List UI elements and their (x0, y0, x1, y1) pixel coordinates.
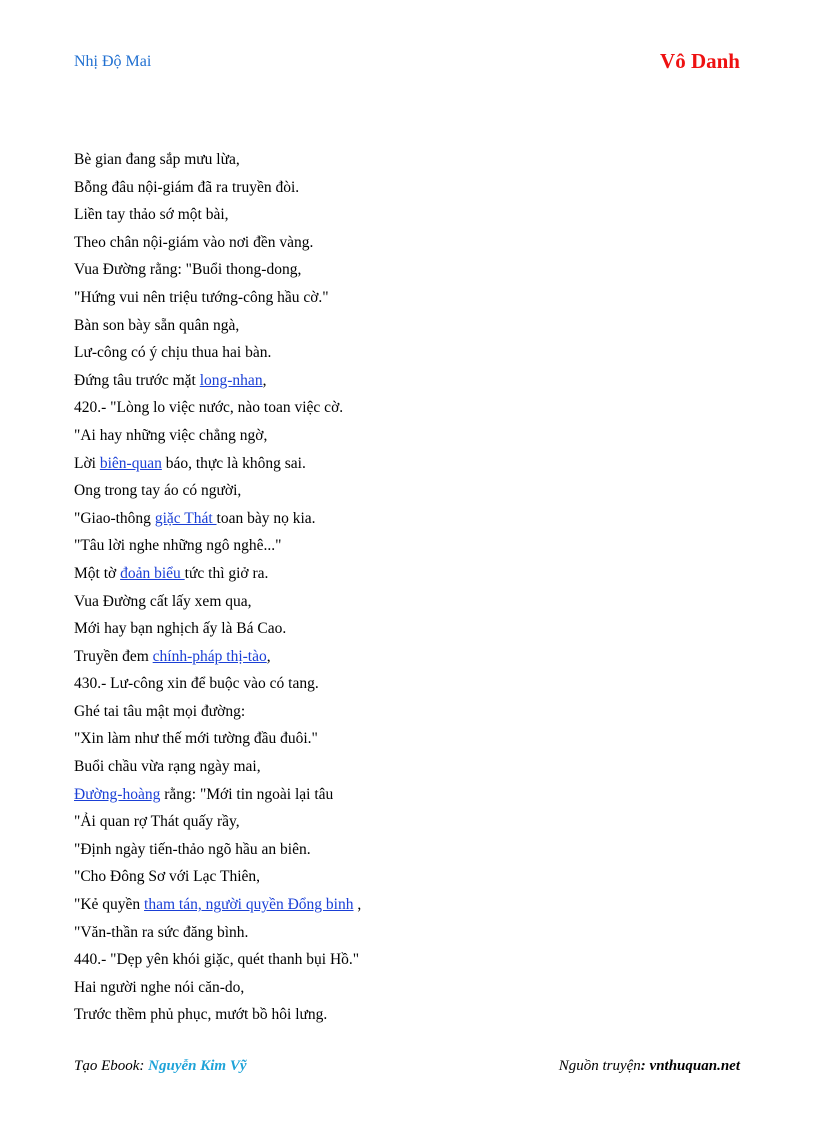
poem-body (74, 150, 754, 1033)
poem-text: , (262, 371, 267, 389)
poem-text: Bè gian đang sắp mưu lừa, (74, 151, 240, 168)
source-site: vnthuquan.net (649, 1058, 740, 1074)
poem-text: "Hứng vui nên triệu tướng-công hầu cờ." (74, 288, 329, 306)
poem-line (74, 426, 754, 454)
poem-text: "Giao-thông (74, 509, 155, 527)
poem-text: "Kẻ quyền (74, 896, 145, 914)
poem-text: rằng: "Mới tin ngoài lại tâu (160, 785, 334, 803)
poem-text: Theo chân nội-giám vào nơi đền vàng. (74, 233, 314, 251)
annotation-link[interactable]: chính-pháp thị-tào (152, 647, 267, 665)
poem-text: , (353, 896, 362, 914)
poem-text: "Định ngày tiến-thảo ngõ hầu an biên. (74, 840, 311, 858)
poem-text: "Cho Đông Sơ với Lạc Thiên, (74, 868, 261, 886)
ebook-label: Tạo Ebook (74, 1058, 140, 1074)
book-author: Vô Danh (660, 49, 740, 73)
poem-text: Lời (74, 454, 100, 472)
poem-line (74, 647, 754, 675)
annotation-link[interactable]: Đường-hoàng (74, 785, 161, 803)
poem-text: "Ai hay những việc chẳng ngờ, (74, 426, 268, 444)
poem-line (74, 729, 754, 757)
poem-text: Ong trong tay áo có người, (74, 482, 242, 500)
ebook-author: Nguyễn Kim Vỹ (148, 1058, 247, 1074)
poem-text: Đứng tâu trước mặt (74, 371, 200, 389)
poem-text: Bàn son bày sẵn quân ngà, (74, 316, 240, 334)
poem-text: Bỗng đâu nội-giám đã ra truyền đòi. (74, 178, 300, 196)
poem-line (74, 509, 754, 537)
annotation-link[interactable]: biên-quan (99, 454, 162, 472)
poem-text: "Ải quan rợ Thát quấy rầy, (74, 813, 240, 831)
poem-text: Vua Đường cất lấy xem qua, (74, 592, 252, 610)
poem-text: Một tờ (74, 564, 121, 582)
poem-line (74, 978, 754, 1006)
poem-text: tức thì giở ra. (184, 564, 269, 582)
poem-line (74, 702, 754, 730)
poem-line (74, 371, 754, 399)
poem-text: Ghé tai tâu mật mọi đường: (74, 702, 246, 720)
poem-line (74, 150, 754, 178)
annotation-link[interactable]: long-nhan (199, 371, 263, 389)
poem-line (74, 481, 754, 509)
poem-line (74, 536, 754, 564)
annotation-link[interactable]: đoản biểu (120, 564, 185, 582)
poem-line (74, 867, 754, 895)
poem-text: 420.- "Lòng lo việc nước, nào toan việc cờ. (74, 399, 344, 417)
poem-text: báo, thực là không sai. (161, 454, 306, 472)
book-title: Nhị Độ Mai (74, 53, 152, 70)
poem-line (74, 178, 754, 206)
poem-text: Truyền đem (74, 647, 153, 665)
poem-text: "Văn-thần ra sức đăng bình. (74, 923, 249, 941)
poem-text: toan bày nọ kia. (216, 509, 316, 527)
poem-line (74, 564, 754, 592)
poem-line (74, 785, 754, 813)
poem-text: "Tâu lời nghe những ngô nghê..." (74, 537, 282, 555)
poem-line (74, 1005, 754, 1033)
poem-text: Lư-công có ý chịu thua hai bàn. (74, 344, 272, 362)
annotation-link[interactable]: tham tán, người quyền Đổng binh (144, 896, 354, 914)
poem-line (74, 950, 754, 978)
source-label: Nguồn truyện (558, 1058, 641, 1074)
poem-line (74, 260, 754, 288)
poem-line (74, 454, 754, 482)
poem-text: Hai người nghe nói căn-do, (74, 978, 245, 996)
poem-line (74, 840, 754, 868)
poem-text: Buổi chầu vừa rạng ngày mai, (74, 758, 261, 776)
annotation-link[interactable]: giặc Thát (154, 509, 217, 527)
poem-line (74, 619, 754, 647)
poem-text: Mới hay bạn nghịch ấy là Bá Cao. (74, 620, 287, 638)
poem-line (74, 812, 754, 840)
poem-line (74, 288, 754, 316)
poem-text: Vua Đường rằng: "Buổi thong-dong, (74, 261, 302, 279)
poem-text: , (266, 647, 271, 665)
poem-line (74, 398, 754, 426)
poem-text: 440.- "Dẹp yên khói giặc, quét thanh bụi Hồ." (74, 951, 360, 969)
poem-line (74, 205, 754, 233)
ebook-separator: : (139, 1058, 149, 1074)
poem-line (74, 316, 754, 344)
poem-line (74, 592, 754, 620)
poem-line (74, 674, 754, 702)
source-separator: : (640, 1058, 650, 1074)
poem-line (74, 923, 754, 951)
poem-text: "Xin làm như thế mới tường đầu đuôi." (74, 730, 318, 748)
poem-line (74, 233, 754, 261)
poem-text: Liền tay thảo sớ một bài, (74, 206, 229, 224)
poem-text: 430.- Lư-công xin để buộc vào có tang. (74, 675, 319, 693)
source-credit (559, 1056, 740, 1076)
poem-text: Trước thềm phủ phục, mướt bồ hôi lưng. (74, 1006, 328, 1024)
ebook-credit (74, 1056, 247, 1076)
poem-line (74, 343, 754, 371)
poem-line (74, 895, 754, 923)
poem-line (74, 757, 754, 785)
